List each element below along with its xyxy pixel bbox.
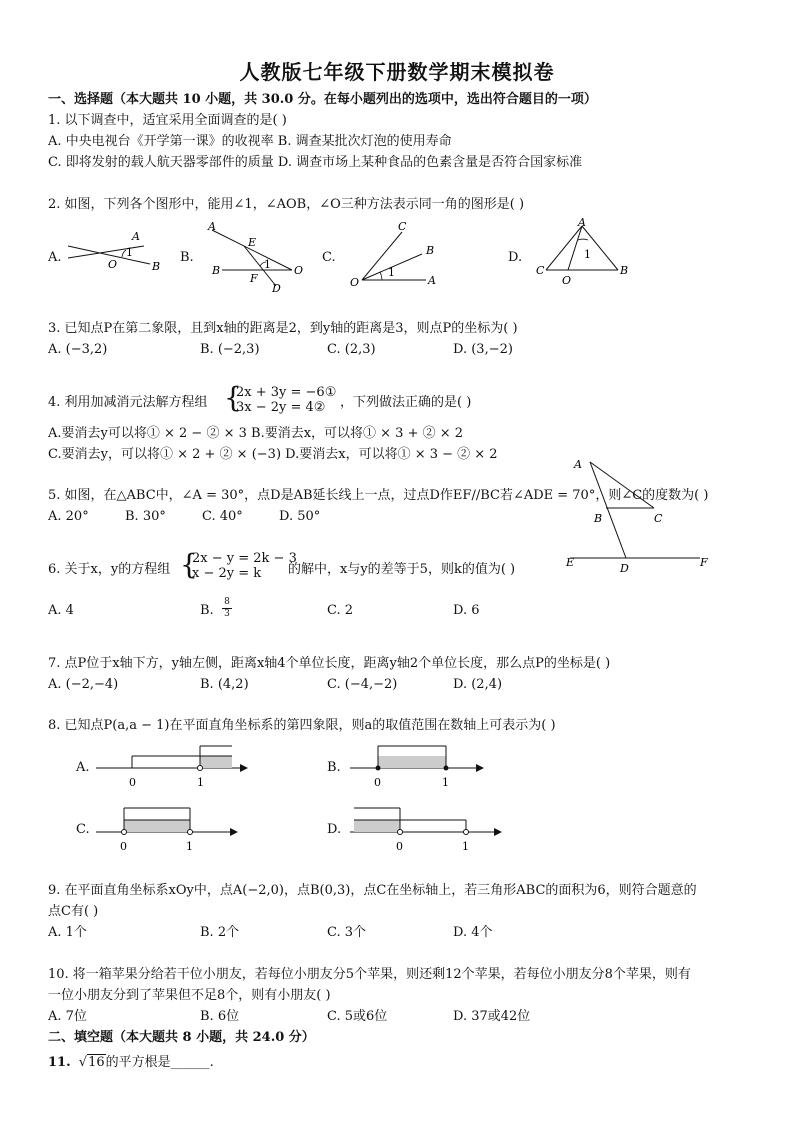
q2-option-c: C. — [322, 250, 336, 265]
q2b-label-o: O — [294, 264, 304, 277]
q2-figure-b — [200, 220, 310, 296]
q6-fraction-numerator: 8 — [224, 597, 230, 607]
q6-stem-prefix: 6. 关于x，y的方程组 — [48, 562, 171, 577]
q5-figure — [560, 452, 720, 576]
q5-option-a: A. 20° — [48, 509, 89, 524]
q8b-tick-0: 0 — [374, 776, 381, 789]
q11-sqrt: √16 — [78, 1055, 105, 1070]
q6-option-c: C. 2 — [327, 603, 354, 618]
q2b-label-a: A — [208, 220, 216, 233]
q11-radicand: 16 — [88, 1055, 105, 1070]
q3-option-b: B. (−2,3) — [200, 342, 260, 357]
q9-option-d: D. 4个 — [453, 925, 493, 940]
q6-option-b-fraction — [222, 598, 232, 619]
q4-options-ab: A.要消去y可以将① × 2 − ② × 3 B.要消去x，可以将① × 3 + ② × 2 — [48, 426, 464, 441]
q2c-label-o: O — [350, 276, 360, 289]
q2b-label-d: D — [272, 282, 281, 295]
q2-stem: 2. 如图，下列各个图形中，能用∠1，∠AOB，∠O三种方法表示同一角的图形是( ) — [48, 197, 525, 212]
q2-option-a: A. — [48, 250, 62, 265]
q1-options-cd: C. 即将发射的载人航天器零部件的质量 D. 调查市场上某种食品的色素含量是否符合国家标准 — [48, 155, 583, 170]
q2b-label-e: E — [248, 236, 257, 249]
q10-stem-line-2: 一位小朋友分到了苹果但不足8个，则有小朋友( ) — [48, 988, 331, 1003]
q8c-tick-0: 0 — [120, 840, 127, 853]
q2-figure-c — [340, 218, 450, 294]
q2d-label-o: O — [562, 274, 572, 287]
q7-option-a: A. (−2,−4) — [48, 677, 119, 692]
q2d-label-b: B — [620, 264, 629, 277]
q5-label-e: E — [566, 556, 575, 569]
q5-stem: 5. 如图，在△ABC中，∠A = 30°，点D是AB延长线上一点，过点D作EF//BC若∠ADE = 70°，则∠C的度数为( ) — [48, 488, 709, 503]
q1-stem: 1. 以下调查中，适宜采用全面调查的是( ) — [48, 113, 287, 128]
q5-option-b: B. 30° — [125, 509, 166, 524]
q8a-tick-0: 0 — [129, 776, 136, 789]
q9-stem: 9. 在平面直角坐标系xOy中，点A(−2,0)，点B(0,3)，点C在坐标轴上，若三角形ABC的面积为6，则符合题意的 — [48, 883, 697, 898]
q10-option-b: B. 6位 — [200, 1009, 240, 1024]
section-2-heading: 二、填空题（本大题共 8 小题，共 24.0 分） — [48, 1030, 315, 1045]
q7-option-d: D. (2,4) — [453, 677, 503, 692]
section-1-heading: 一、选择题（本大题共 10 小题，共 30.0 分。在每小题列出的选项中，选出符合题目的一项） — [48, 92, 597, 107]
q8a-tick-1: 1 — [197, 776, 204, 789]
q6-option-a: A. 4 — [48, 603, 74, 618]
q8d-tick-0: 0 — [396, 840, 403, 853]
q8-number-line-a — [90, 742, 250, 790]
q4-brace: { — [224, 381, 242, 414]
q2-figure-d — [530, 218, 640, 294]
q8-option-a: A. — [76, 760, 90, 775]
q3-stem: 3. 已知点P在第二象限，且到x轴的距离是2，到y轴的距离是3，则点P的坐标为( ) — [48, 321, 518, 336]
q9-option-a: A. 1个 — [48, 925, 87, 940]
q10-option-a: A. 7位 — [48, 1009, 87, 1024]
q2b-label-1: 1 — [264, 258, 271, 271]
q3-option-c: C. (2,3) — [327, 342, 376, 357]
q10-option-c: C. 5或6位 — [327, 1009, 388, 1024]
q4-stem-prefix: 4. 利用加减消元法解方程组 — [48, 395, 208, 410]
q2d-label-c: C — [536, 264, 545, 277]
q6-brace: { — [180, 548, 198, 581]
q6-equation-1: 2x − y = 2k − 3 — [192, 551, 297, 566]
q7-stem: 7. 点P位于x轴下方，y轴左侧，距离x轴4个单位长度，距离y轴2个单位长度，那么点P的坐标是( ) — [48, 656, 611, 671]
q8-option-c: C. — [76, 822, 90, 837]
q2-option-d: D. — [508, 250, 523, 265]
q8d-tick-1: 1 — [462, 840, 469, 853]
q8-option-b: B. — [327, 760, 341, 775]
q4-stem-suffix: ，下列做法正确的是( ) — [340, 395, 472, 410]
q2a-label-o: O — [108, 258, 118, 271]
q3-option-a: A. (−3,2) — [48, 342, 108, 357]
q8c-tick-1: 1 — [186, 840, 193, 853]
q6-option-d: D. 6 — [453, 603, 480, 618]
q11-number: 11. — [48, 1055, 71, 1070]
q4-equation-1: 2x + 3y = −6① — [236, 385, 337, 400]
q2b-label-b: B — [212, 264, 221, 277]
q7-option-b: B. (4,2) — [200, 677, 249, 692]
q8-option-d: D. — [327, 822, 342, 837]
q3-option-d: D. (3,−2) — [453, 342, 513, 357]
q5-option-c: C. 40° — [202, 509, 243, 524]
q5-label-d: D — [620, 562, 629, 575]
q2c-label-1: 1 — [388, 266, 395, 279]
q6-option-b: B. — [200, 603, 214, 618]
q11-text: 的平方根是______. — [105, 1055, 214, 1070]
q2d-label-1: 1 — [584, 248, 591, 261]
q1-options-ab: A. 中央电视台《开学第一课》的收视率 B. 调查某批次灯泡的使用寿命 — [48, 134, 452, 149]
q9-option-b: B. 2个 — [200, 925, 240, 940]
q8-number-line-c — [90, 804, 250, 854]
q2a-label-1: 1 — [126, 246, 133, 259]
q8-stem: 8. 已知点P(a,a − 1)在平面直角坐标系的第四象限，则a的取值范围在数轴上可表示为( ) — [48, 718, 556, 733]
q6-fraction-denominator: 3 — [224, 609, 230, 619]
q9-option-c: C. 3个 — [327, 925, 367, 940]
q8-number-line-d — [344, 804, 514, 854]
q2a-label-a: A — [132, 230, 140, 243]
q2d-label-a: A — [578, 216, 586, 229]
q5-label-f: F — [700, 556, 708, 569]
q10-option-d: D. 37或42位 — [453, 1009, 531, 1024]
q5-label-a: A — [574, 458, 582, 471]
q7-option-c: C. (−4,−2) — [327, 677, 398, 692]
q2c-label-b: B — [426, 244, 435, 257]
page-title: 人教版七年级下册数学期末模拟卷 — [239, 60, 555, 84]
q5-option-d: D. 50° — [279, 509, 321, 524]
q8-number-line-b — [344, 742, 494, 790]
q4-equation-2: 3x − 2y = 4② — [236, 400, 326, 415]
q9-stem-line-2: 点C有( ) — [48, 904, 99, 919]
q2a-label-b: B — [152, 260, 161, 273]
q5-label-c: C — [654, 512, 663, 525]
q6-stem-suffix: 的解中，x与y的差等于5，则k的值为( ) — [288, 562, 516, 577]
q4-options-cd: C.要消去y，可以将① × 2 + ② × (−3) D.要消去x，可以将① × 3 − ② × 2 — [48, 447, 498, 462]
q2-option-b: B. — [180, 250, 194, 265]
q2c-label-c: C — [398, 220, 407, 233]
q10-stem: 10. 将一箱苹果分给若干位小朋友，若每位小朋友分5个苹果，则还剩12个苹果，若每位小朋友分8个苹果，则有 — [48, 967, 691, 982]
q2c-label-a: A — [428, 274, 436, 287]
q2b-label-f: F — [250, 272, 258, 285]
q2-figure-a — [60, 228, 170, 276]
q5-label-b: B — [594, 512, 603, 525]
q8b-tick-1: 1 — [442, 776, 449, 789]
q11-line — [48, 1054, 214, 1072]
q6-equation-2: x − 2y = k — [192, 566, 262, 581]
